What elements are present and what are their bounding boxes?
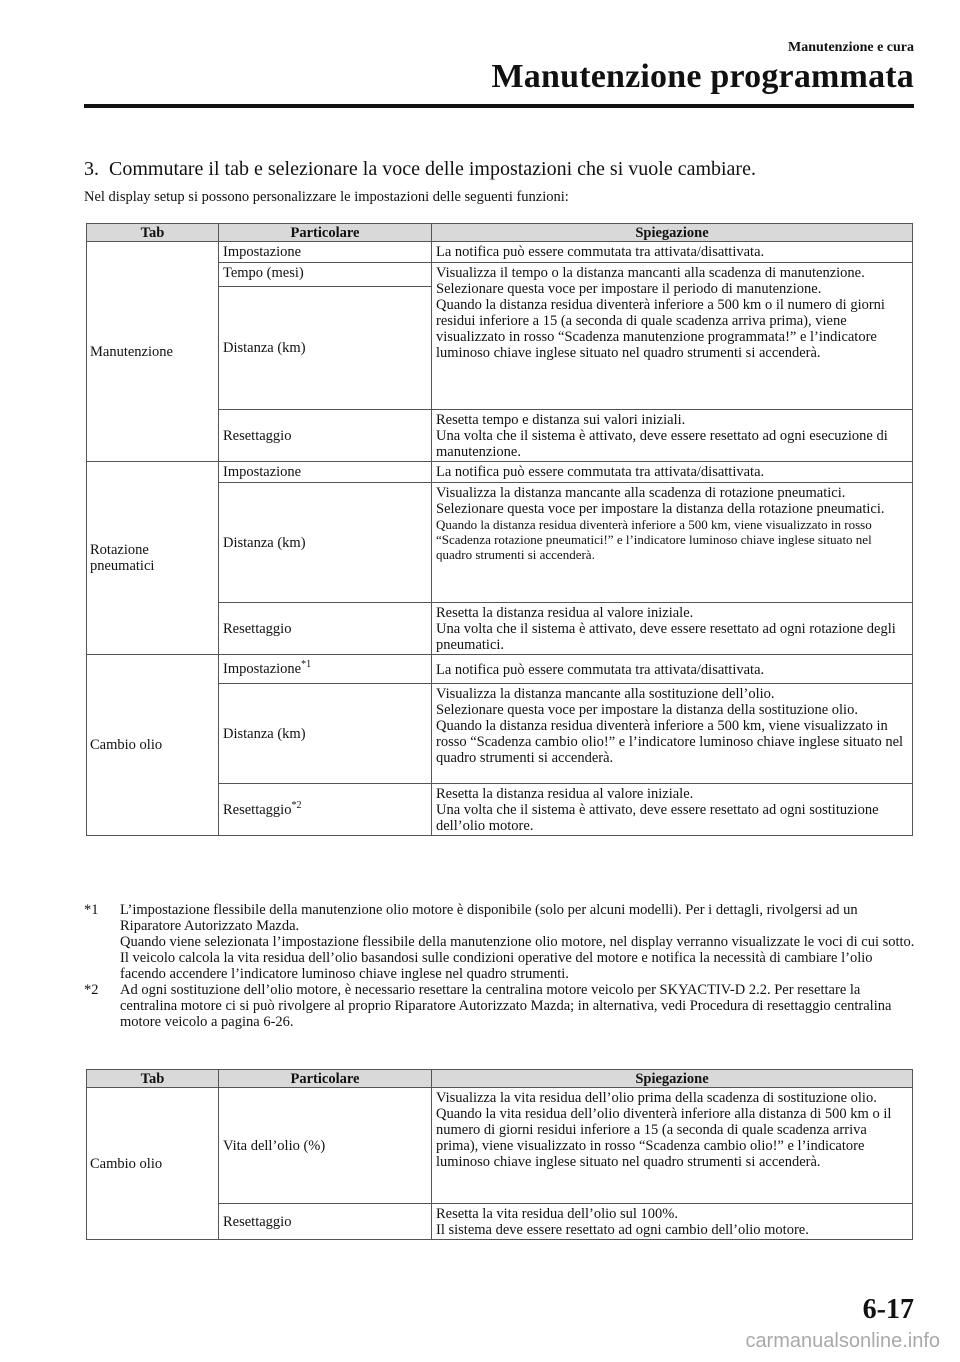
intro-text: Nel display setup si possono personalizzare le impostazioni delle seguenti funzioni: — [84, 189, 569, 205]
col-header-explanation: Spiegazione — [432, 1070, 913, 1088]
explanation-cell: La notifica può essere commutata tra attivata/disattivata. — [432, 242, 913, 263]
table-row — [87, 1088, 913, 1204]
item-label: Resettaggio — [223, 801, 292, 818]
page-title: Manutenzione programmata — [491, 58, 914, 95]
item-cell: Distanza (km) — [219, 684, 432, 784]
footnote-text: Ad ogni sostituzione dell’olio motore, è necessario resettare la centralina motore veicolo per SKYACTIV-D 2.2. Per resettare la centralina motore ci si può rivolgere al proprio Riparatore Autorizzato Mazda; in alternativa, vedi Procedura di resettaggio centralina motore veicolo a pagina 6-26. — [120, 982, 892, 1030]
col-header-explanation: Spiegazione — [432, 224, 913, 242]
explanation-cell — [432, 483, 913, 603]
header-rule — [84, 104, 914, 108]
explanation-cell: Resetta la vita residua dell’olio sul 100%. Il sistema deve essere resettato ad ogni cambio dell’olio motore. — [432, 1204, 913, 1240]
item-label: Impostazione — [223, 661, 302, 677]
explanation-cell: Resetta la distanza residua al valore iniziale. Una volta che il sistema è attivato, deve essere resettato ad ogni rotazione degli pneumatici. — [432, 603, 913, 655]
explanation-cell: La notifica può essere commutata tra attivata/disattivata. — [432, 462, 913, 483]
table-row — [87, 242, 913, 263]
explanation-cell: Resetta la distanza residua al valore iniziale. Una volta che il sistema è attivato, deve essere resettato ad ogni sostituzione dell’olio motore. — [432, 784, 913, 836]
tab-cell: Manutenzione — [87, 242, 219, 462]
item-cell — [219, 784, 432, 836]
page-number: 6-17 — [862, 1294, 914, 1325]
explanation-text: Visualizza la distanza mancante alla scadenza di rotazione pneumatici. Selezionare questa voce per impostare la distanza della rotazione pneumatici. — [436, 485, 885, 517]
step-number: 3. — [84, 158, 99, 180]
col-header-item: Particolare — [219, 224, 432, 242]
item-cell — [219, 655, 432, 684]
footnote-mark: *2 — [84, 982, 99, 998]
watermark: carmanualsonline.info — [745, 1330, 940, 1352]
tab-cell: Cambio olio — [87, 1088, 219, 1240]
item-cell: Distanza (km) — [219, 483, 432, 603]
step-text: Commutare il tab e selezionare la voce delle impostazioni che si vuole cambiare. — [109, 158, 756, 180]
item-cell: Tempo (mesi) — [219, 263, 432, 287]
col-header-tab: Tab — [87, 224, 219, 242]
footnote — [84, 982, 916, 1030]
explanation-cell: Resetta tempo e distanza sui valori iniziali. Una volta che il sistema è attivato, deve essere resettato ad ogni esecuzione di manutenzione. — [432, 410, 913, 462]
item-cell: Vita dell’olio (%) — [219, 1088, 432, 1204]
col-header-tab: Tab — [87, 1070, 219, 1088]
explanation-cell: Visualizza la distanza mancante alla sostituzione dell’olio. Selezionare questa voce per impostare la distanza della sostituzione olio. Quando la distanza residua diventerà inferiore a 500 km, viene visualizzato in rosso “Scadenza cambio olio!” e l’indicatore luminoso chiave inglese situato nel quadro strumenti si accenderà. — [432, 684, 913, 784]
footnote-mark: *1 — [84, 902, 99, 918]
explanation-cell — [432, 263, 913, 410]
table-header-row — [87, 1070, 913, 1088]
table-row — [87, 655, 913, 684]
item-cell: Resettaggio — [219, 603, 432, 655]
explanation-text: Visualizza il tempo o la distanza mancanti alla scadenza di manutenzione. Selezionare questa voce per impostare il periodo di manutenzione. Quando la distanza residua diventerà inferiore a 500 km o il numero di giorni residui inferiore a 15 (a seconda di quale scadenza arriva prima), viene visualizzato in rosso “Scadenza manutenzione programmata!” e l’indicatore luminoso chiave inglese situato nel quadro strumenti si accenderà. — [436, 265, 885, 361]
item-cell: Resettaggio — [219, 410, 432, 462]
table-header-row — [87, 224, 913, 242]
footnote — [84, 902, 916, 982]
item-cell: Impostazione — [219, 462, 432, 483]
footnote-ref: *1 — [301, 659, 312, 671]
item-cell: Impostazione — [219, 242, 432, 263]
tab-cell: Rotazione pneumatici — [87, 462, 219, 655]
footnotes — [84, 902, 916, 1030]
col-header-item: Particolare — [219, 1070, 432, 1088]
explanation-cell: Visualizza la vita residua dell’olio prima della scadenza di sostituzione olio. Quando la vita residua dell’olio diventerà inferiore alla distanza di 500 km o il numero di giorni residui inferiore a 15 (a seconda di quale scadenza arriva prima), viene visualizzato in rosso “Scadenza cambio olio!” e l’indicatore luminoso chiave inglese situato nel quadro strumenti si accenderà. — [432, 1088, 913, 1204]
step-instruction — [84, 158, 756, 181]
footnote-text: L’impostazione flessibile della manutenzione olio motore è disponibile (solo per alcuni modelli). Per i dettagli, rivolgersi ad un Riparatore Autorizzato Mazda. Quando viene selezionata l’impostazione flessibile della manutenzione olio motore, nel display verranno visualizzate le voci di cui sotto. Il veicolo calcola la vita residua dell’olio basandosi sulle condizioni operative del motore e notifica la necessità di cambiare l’olio facendo accendere l’indicatore luminoso chiave inglese nel quadro strumenti. — [120, 902, 915, 982]
item-cell: Distanza (km) — [219, 287, 432, 410]
section-title: Manutenzione e cura — [788, 40, 914, 55]
explanation-cell: La notifica può essere commutata tra attivata/disattivata. — [432, 655, 913, 684]
explanation-text-small: Quando la distanza residua diventerà inferiore a 500 km, viene visualizzato in rosso “Scadenza rotazione pneumatici!” e l’indicatore luminoso chiave inglese situato nel quadro strumenti si accenderà. — [436, 517, 872, 562]
table-row — [87, 462, 913, 483]
footnote-ref: *2 — [291, 799, 302, 811]
item-cell: Resettaggio — [219, 1204, 432, 1240]
oil-life-table — [86, 1069, 913, 1240]
settings-table — [86, 223, 913, 836]
tab-cell: Cambio olio — [87, 655, 219, 836]
